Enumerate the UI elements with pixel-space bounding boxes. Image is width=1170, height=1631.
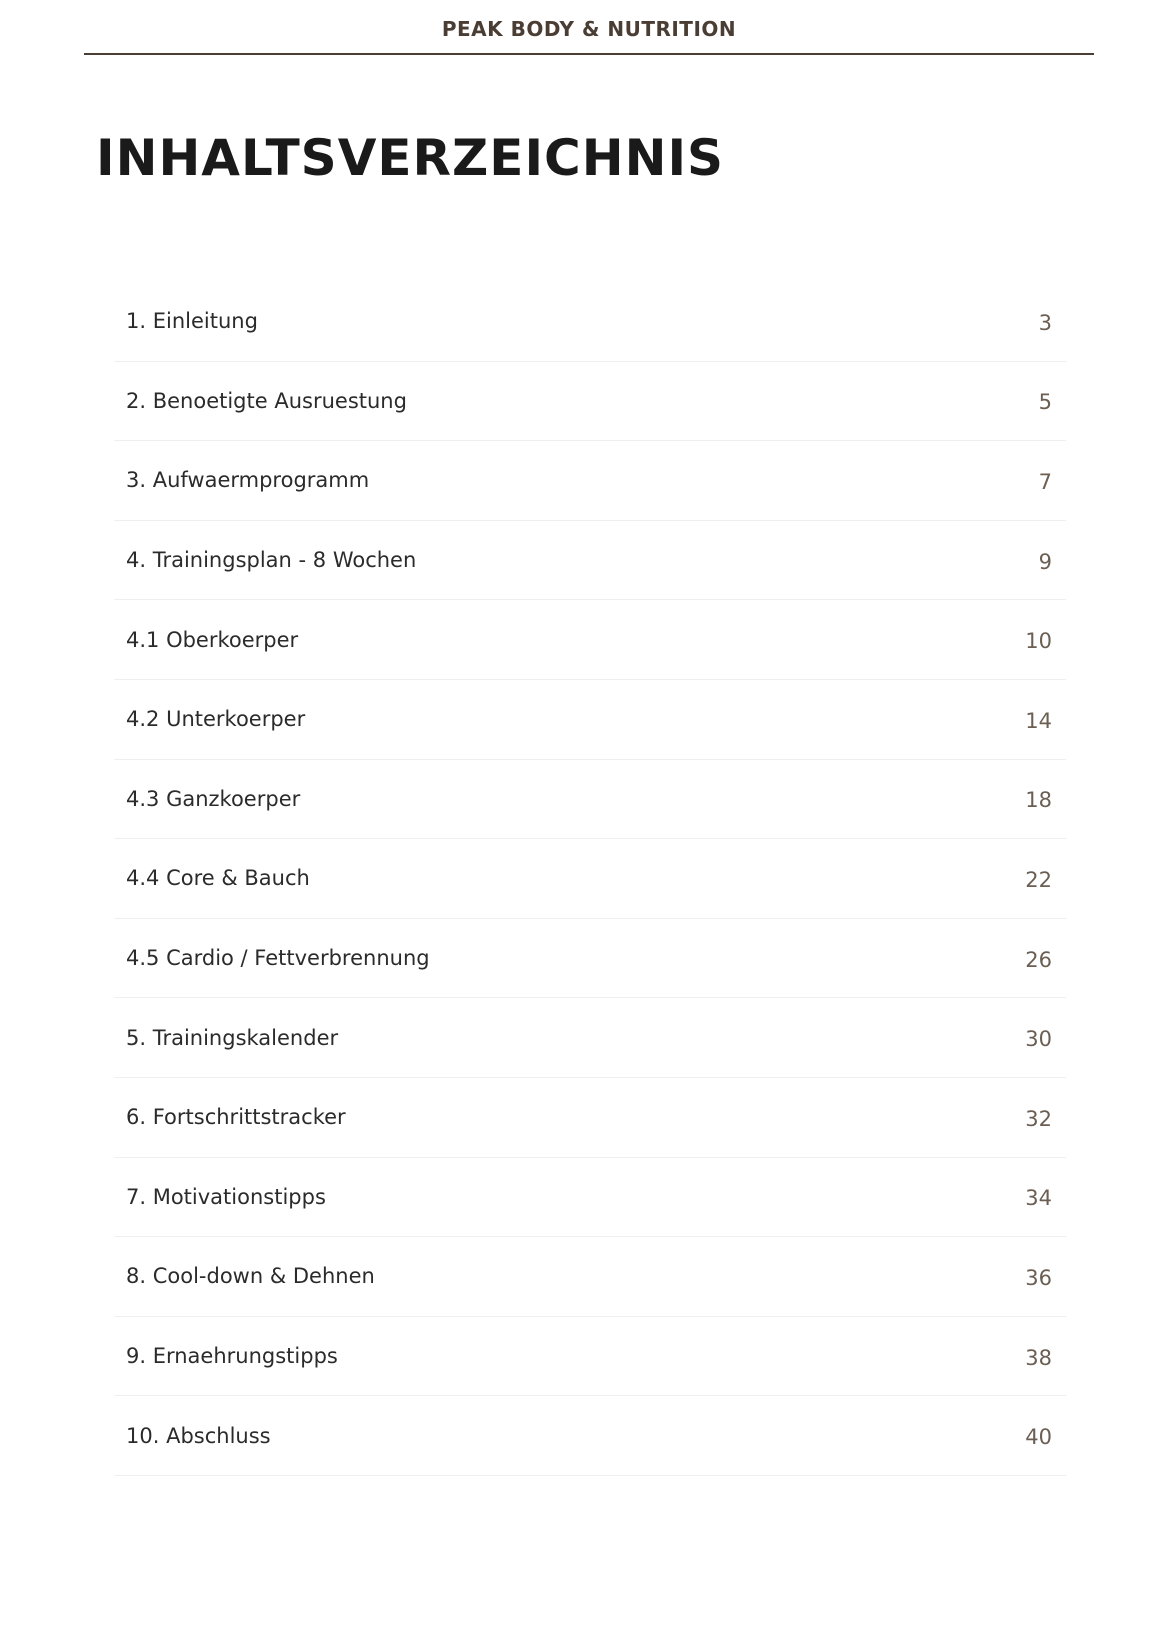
toc-entry[interactable] [114,998,1066,1078]
running-header [84,0,1094,55]
toc-entry[interactable] [114,680,1066,760]
toc-entry[interactable] [114,362,1066,442]
toc-entry[interactable] [114,1078,1066,1158]
toc-entry[interactable] [114,1396,1066,1476]
toc-entry[interactable] [114,521,1066,601]
toc-list [114,282,1066,1476]
brand-name: PEAK BODY & NUTRITION [441,16,737,41]
toc-entry-page-number: 30 [1025,1027,1052,1052]
toc-entry-page-number: 34 [1025,1186,1052,1211]
toc-entry-label: 4. Trainingsplan - 8 Wochen [126,548,417,573]
toc-entry-label: 4.5 Cardio / Fettverbrennung [126,946,430,971]
toc-entry-label: 5. Trainingskalender [126,1025,339,1050]
toc-entry-label: 7. Motivationstipps [126,1184,326,1209]
toc-entry-page-number: 7 [1038,469,1052,494]
toc-entry-label: 4.3 Ganzkoerper [126,786,301,811]
toc-entry-label: 6. Fortschrittstracker [126,1105,346,1130]
toc-entry-page-number: 14 [1025,708,1052,733]
toc-entry-page-number: 38 [1025,1345,1052,1370]
toc-entry[interactable] [114,760,1066,840]
toc-entry-page-number: 18 [1025,788,1052,813]
toc-entry-page-number: 36 [1025,1265,1052,1290]
toc-entry-page-number: 32 [1025,1106,1052,1131]
page-title: INHALTSVERZEICHNIS [96,129,725,187]
toc-entry-page-number: 26 [1025,947,1052,972]
toc-entry-label: 1. Einleitung [126,309,258,334]
toc-entry[interactable] [114,600,1066,680]
toc-entry[interactable] [114,282,1066,362]
toc-entry[interactable] [114,441,1066,521]
toc-entry-page-number: 3 [1038,310,1052,335]
toc-entry[interactable] [114,1237,1066,1317]
toc-entry-label: 4.1 Oberkoerper [126,627,299,652]
toc-entry-label: 10. Abschluss [126,1423,271,1448]
toc-entry-label: 8. Cool-down & Dehnen [126,1264,375,1289]
toc-entry[interactable] [114,1317,1066,1397]
toc-entry-label: 3. Aufwaermprogramm [126,468,370,493]
toc-entry-label: 4.2 Unterkoerper [126,707,306,732]
toc-entry-label: 2. Benoetigte Ausruestung [126,388,407,413]
toc-entry-page-number: 40 [1025,1425,1052,1450]
toc-entry[interactable] [114,919,1066,999]
toc-entry[interactable] [114,839,1066,919]
toc-entry-page-number: 10 [1025,629,1052,654]
toc-entry-page-number: 5 [1038,390,1052,415]
toc-entry-page-number: 22 [1025,867,1052,892]
toc-entry[interactable] [114,1158,1066,1238]
toc-entry-label: 4.4 Core & Bauch [126,866,310,891]
toc-entry-page-number: 9 [1038,549,1052,574]
toc-entry-label: 9. Ernaehrungstipps [126,1344,338,1369]
